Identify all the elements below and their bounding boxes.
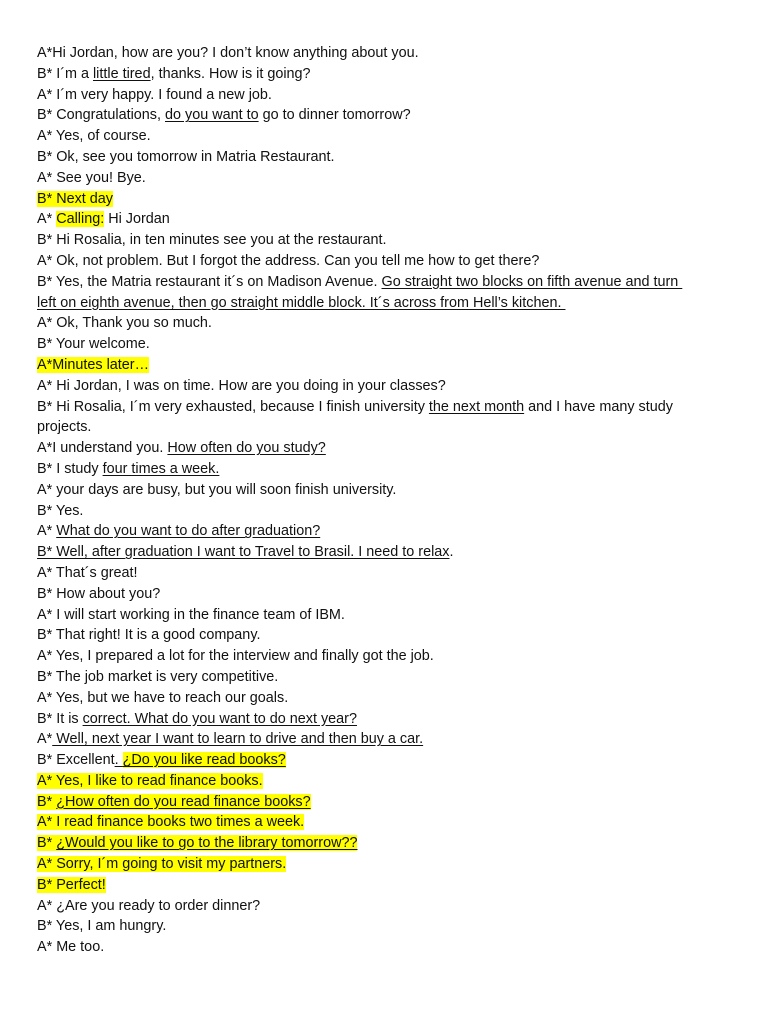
dialogue-line bbox=[37, 812, 741, 833]
line-text: A* Ok, not problem. But I forgot the address. Can you tell me how to get there? bbox=[37, 252, 540, 269]
line-text: B* It is bbox=[37, 710, 83, 727]
underlined-text: the next month bbox=[428, 398, 525, 415]
dialogue-line bbox=[37, 355, 741, 376]
dialogue-line bbox=[37, 709, 741, 730]
dialogue-line bbox=[37, 501, 741, 522]
dialogue-line bbox=[37, 875, 741, 896]
dialogue-line bbox=[37, 563, 741, 584]
line-text: B* Hi Rosalia, I´m very exhausted, because I finish university bbox=[37, 398, 429, 415]
dialogue-line bbox=[37, 521, 741, 542]
highlighted-text: B* Next day bbox=[37, 190, 113, 207]
dialogue-line bbox=[37, 272, 741, 293]
dialogue-line bbox=[37, 667, 741, 688]
line-text: B* I study bbox=[37, 460, 103, 477]
line-text: A* That´s great! bbox=[37, 564, 138, 581]
line-text: B* How about you? bbox=[37, 585, 161, 602]
underlined-text: correct. What do you want to do next year? bbox=[82, 710, 357, 727]
dialogue-line bbox=[37, 293, 741, 314]
line-text: A* bbox=[37, 211, 57, 228]
dialogue-line bbox=[37, 43, 741, 64]
line-text: A* bbox=[37, 523, 57, 540]
dialogue-line bbox=[37, 397, 741, 418]
line-text: B* Hi Rosalia, in ten minutes see you at the restaurant. bbox=[37, 232, 387, 249]
dialogue-line bbox=[37, 625, 741, 646]
line-text: A* Yes, I prepared a lot for the interview and finally got the job. bbox=[37, 648, 434, 665]
dialogue-line bbox=[37, 833, 741, 854]
underlined-text: do you want to bbox=[165, 107, 259, 124]
dialogue-line bbox=[37, 584, 741, 605]
highlighted-text: A* Yes, I like to read finance books. bbox=[37, 772, 263, 789]
highlighted-text: B* Perfect! bbox=[37, 876, 106, 893]
dialogue-line bbox=[37, 209, 741, 230]
dialogue-line bbox=[37, 230, 741, 251]
line-text: A*I understand you. bbox=[37, 440, 168, 457]
dialogue-line bbox=[37, 729, 741, 750]
line-text: A* Yes, of course. bbox=[37, 128, 151, 145]
line-text: B* The job market is very competitive. bbox=[37, 668, 279, 685]
line-text: B* Excellent bbox=[37, 752, 115, 769]
line-text: A* ¿Are you ready to order dinner? bbox=[37, 897, 261, 914]
dialogue-line bbox=[37, 750, 741, 771]
highlighted-text: A* I read finance books two times a week. bbox=[37, 814, 305, 831]
line-text: , thanks. How is it going? bbox=[150, 65, 311, 82]
line-text: A* Ok, Thank you so much. bbox=[37, 315, 212, 332]
dialogue-line bbox=[37, 105, 741, 126]
line-text: A* I will start working in the finance team of IBM. bbox=[37, 606, 345, 623]
dialogue-line bbox=[37, 313, 741, 334]
dialogue-line bbox=[37, 605, 741, 626]
dialogue-line bbox=[37, 168, 741, 189]
dialogue-line bbox=[37, 64, 741, 85]
dialogue-line bbox=[37, 438, 741, 459]
line-text: A* I´m very happy. I found a new job. bbox=[37, 86, 272, 103]
line-text: B* Yes, the Matria restaurant it´s on Madison Avenue. bbox=[37, 273, 382, 290]
dialogue-line bbox=[37, 688, 741, 709]
line-text: A* Hi Jordan, I was on time. How are you doing in your classes? bbox=[37, 377, 446, 394]
underlined-text: B* Well, after graduation I want to Travel to Brasil. I need to relax bbox=[37, 544, 450, 561]
dialogue-line bbox=[37, 916, 741, 937]
highlighted-text: ¿Would you like to go to the library tomorrow?? bbox=[56, 835, 358, 852]
underlined-text: left on eighth avenue, then go straight middle block. It´s across from Hell’s kitchen. bbox=[37, 294, 566, 311]
dialogue-line bbox=[37, 334, 741, 355]
line-text: . bbox=[449, 544, 454, 561]
line-text: B* That right! It is a good company. bbox=[37, 627, 261, 644]
line-text: B* Yes, I am hungry. bbox=[37, 918, 167, 935]
highlighted-text: B* bbox=[37, 793, 57, 810]
dialogue-line bbox=[37, 376, 741, 397]
underlined-text: How often do you study? bbox=[167, 440, 326, 457]
line-text: A* your days are busy, but you will soon finish university. bbox=[37, 481, 397, 498]
underlined-text: What do you want to do after graduation? bbox=[56, 523, 321, 540]
dialogue-line bbox=[37, 417, 741, 438]
line-text: A* Yes, but we have to reach our goals. bbox=[37, 689, 289, 706]
line-text: go to dinner tomorrow? bbox=[258, 107, 411, 124]
highlighted-text: B* bbox=[37, 835, 57, 852]
underlined-text: Go straight two blocks on fifth avenue and turn bbox=[381, 273, 683, 290]
dialogue-line bbox=[37, 937, 741, 958]
line-text: projects. bbox=[37, 419, 92, 436]
dialogue-line bbox=[37, 854, 741, 875]
highlighted-text: ¿How often do you read finance books? bbox=[56, 793, 311, 810]
dialogue-line bbox=[37, 792, 741, 813]
dialogue-line bbox=[37, 480, 741, 501]
line-text: B* Congratulations, bbox=[37, 107, 165, 124]
line-text: B* Yes. bbox=[37, 502, 84, 519]
dialogue-line bbox=[37, 85, 741, 106]
dialogue-line bbox=[37, 771, 741, 792]
highlighted-text: Calling: bbox=[56, 211, 105, 228]
line-text: B* Your welcome. bbox=[37, 336, 150, 353]
underlined-text: little tired bbox=[92, 65, 151, 82]
line-text: Hi Jordan bbox=[104, 211, 170, 228]
highlighted-text: ¿Do you like read books? bbox=[122, 752, 286, 769]
underlined-text: four times a week. bbox=[102, 460, 220, 477]
dialogue-line bbox=[37, 147, 741, 168]
dialogue-line bbox=[37, 459, 741, 480]
dialogue-line bbox=[37, 251, 741, 272]
line-text: A* bbox=[37, 731, 53, 748]
highlighted-text: A*Minutes later… bbox=[37, 356, 149, 373]
dialogue-line bbox=[37, 189, 741, 210]
line-text: A* See you! Bye. bbox=[37, 169, 146, 186]
line-text: A* Me too. bbox=[37, 939, 105, 956]
line-text: A*Hi Jordan, how are you? I don’t know anything about you. bbox=[37, 45, 419, 61]
underlined-text: . bbox=[114, 752, 123, 769]
line-text: B* Ok, see you tomorrow in Matria Restaurant. bbox=[37, 148, 335, 165]
line-text: and I have many study bbox=[524, 398, 673, 415]
underlined-text: Well, next year I want to learn to drive and then buy a car. bbox=[52, 731, 424, 748]
dialogue-line bbox=[37, 542, 741, 563]
dialogue-line bbox=[37, 126, 741, 147]
dialogue-text bbox=[37, 43, 741, 958]
line-text: B* I´m a bbox=[37, 65, 93, 82]
dialogue-line bbox=[37, 896, 741, 917]
highlighted-text: A* Sorry, I´m going to visit my partners. bbox=[37, 856, 287, 873]
dialogue-line bbox=[37, 646, 741, 667]
